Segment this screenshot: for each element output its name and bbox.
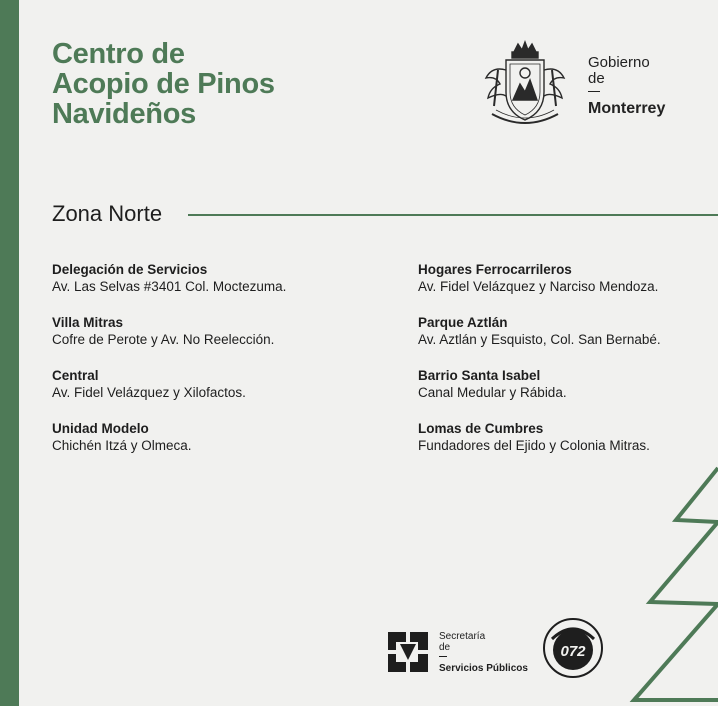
title-line-1: Centro de (52, 38, 185, 70)
pine-tree-outline-icon (620, 460, 718, 706)
government-line-2: de (588, 70, 605, 87)
monterrey-coat-of-arms-icon (478, 40, 572, 130)
location-name: Hogares Ferrocarrileros (418, 262, 572, 277)
secretaria-wordmark (439, 631, 528, 674)
secretaria-line-1: Secretaría (439, 631, 486, 642)
location-address: Fundadores del Ejido y Colonia Mitras. (418, 438, 650, 453)
list-item (52, 261, 352, 314)
government-line-1: Gobierno (588, 54, 650, 71)
location-name: Delegación de Servicios (52, 262, 208, 277)
location-address: Av. Las Selvas #3401 Col. Moctezuma. (52, 279, 287, 294)
location-name: Villa Mitras (52, 315, 124, 330)
location-address: Av. Fidel Velázquez y Xilofactos. (52, 385, 246, 400)
location-name: Unidad Modelo (52, 421, 149, 436)
government-divider (588, 91, 600, 92)
locations-left-column (52, 261, 352, 473)
list-item (52, 314, 352, 367)
location-address: Chichén Itzá y Olmeca. (52, 438, 192, 453)
location-address: Av. Fidel Velázquez y Narciso Mendoza. (418, 279, 659, 294)
government-city: Monterrey (588, 100, 666, 117)
secretaria-line-2: de (439, 642, 451, 653)
list-item (52, 420, 352, 473)
government-wordmark (588, 55, 665, 117)
zone-title: Zona Norte (52, 201, 163, 226)
location-name: Parque Aztlán (418, 315, 508, 330)
servicios-publicos-mark-icon (388, 632, 428, 672)
list-item (418, 314, 718, 367)
title-line-2: Acopio de Pinos (52, 68, 275, 100)
badge-number: 072 (560, 643, 586, 660)
secretaria-servicios-publicos-logo (388, 628, 528, 678)
zone-divider (188, 214, 718, 216)
linea-de-la-gente-072-badge-icon (542, 617, 604, 679)
list-item (418, 261, 718, 314)
locations-right-column (418, 261, 718, 473)
secretaria-divider (439, 656, 447, 657)
location-address: Canal Medular y Rábida. (418, 385, 567, 400)
list-item (418, 367, 718, 420)
secretaria-line-3: Servicios Públicos (439, 663, 528, 674)
left-accent-bar (0, 0, 19, 706)
location-name: Central (52, 368, 99, 383)
government-logo (478, 40, 698, 132)
location-address: Cofre de Perote y Av. No Reelección. (52, 332, 275, 347)
page-title (52, 39, 275, 129)
location-name: Barrio Santa Isabel (418, 368, 541, 383)
title-line-3: Navideños (52, 98, 196, 130)
location-name: Lomas de Cumbres (418, 421, 544, 436)
list-item (52, 367, 352, 420)
location-address: Av. Aztlán y Esquisto, Col. San Bernabé. (418, 332, 661, 347)
